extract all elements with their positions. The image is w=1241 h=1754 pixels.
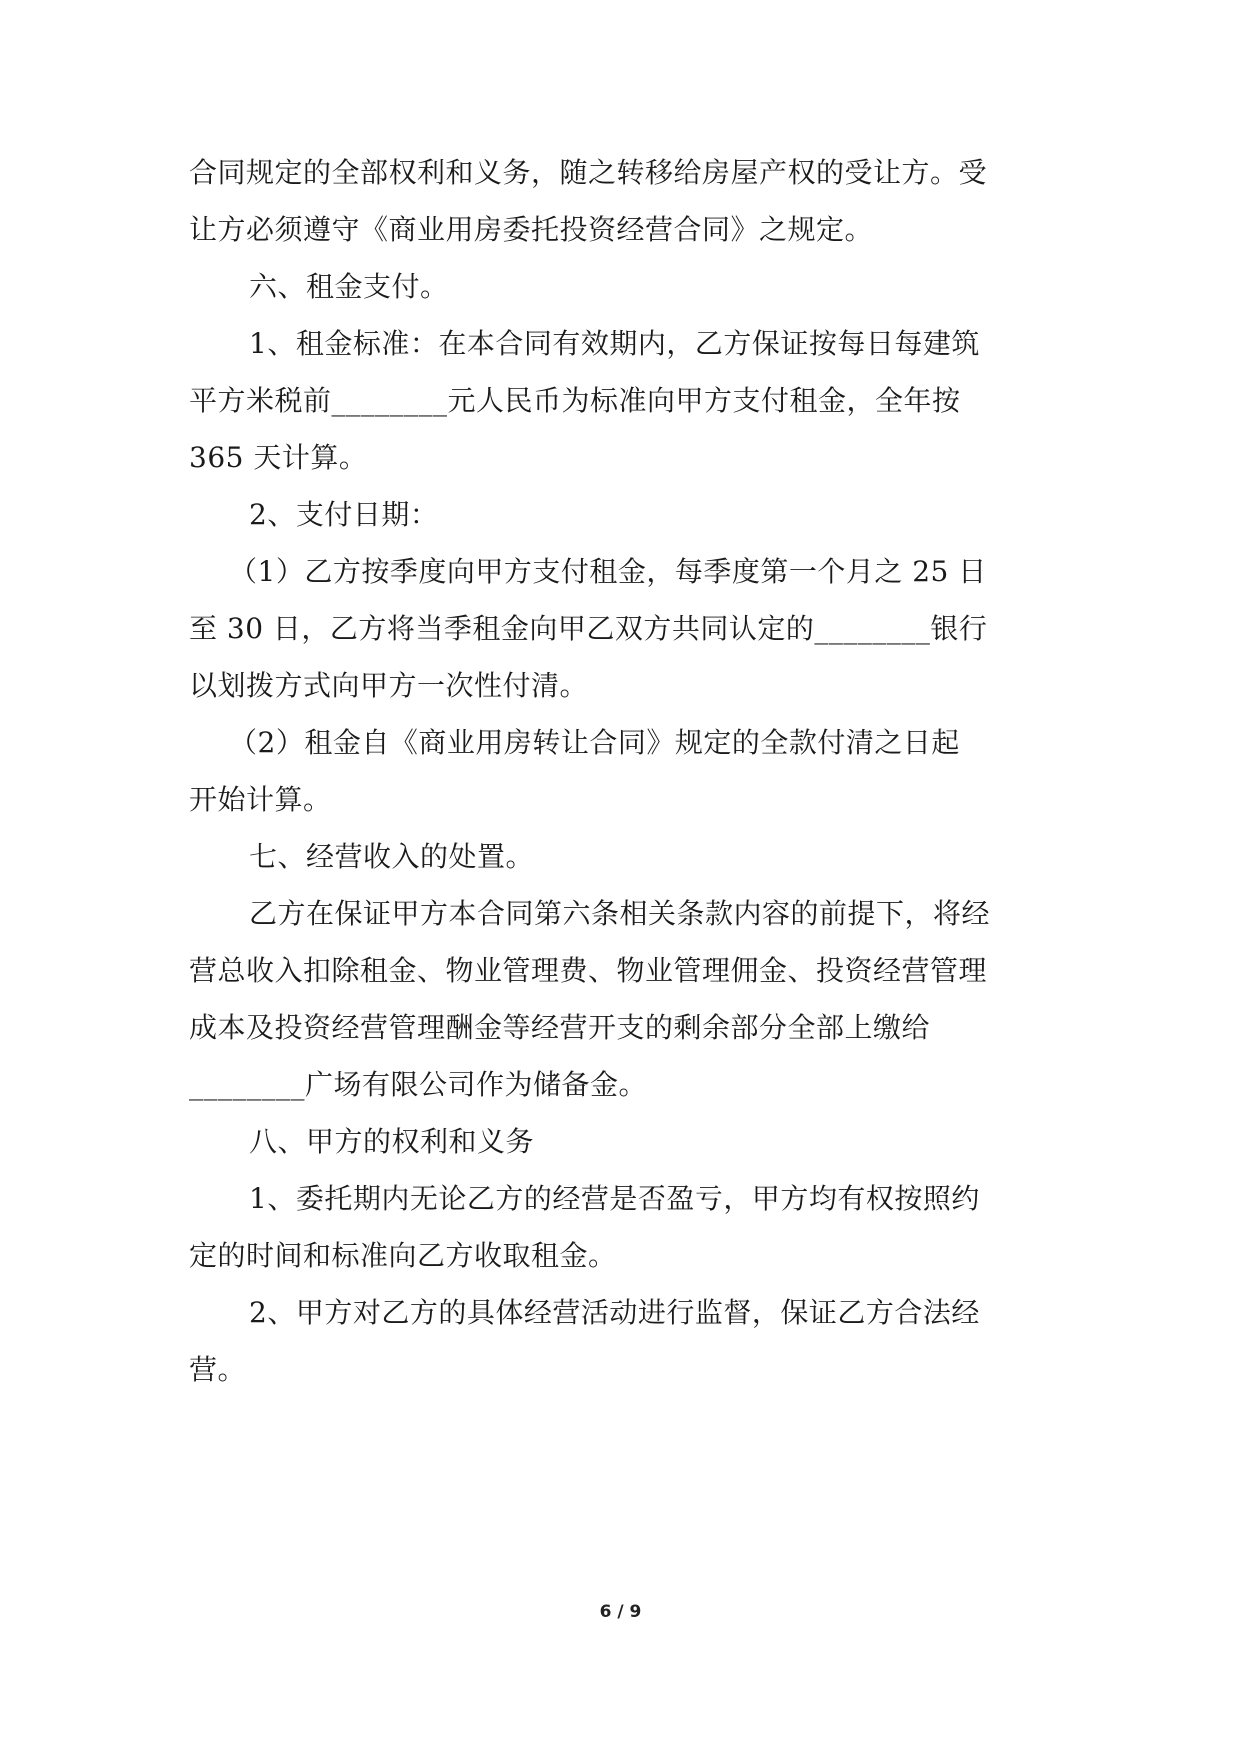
text-line: 营。 — [189, 1353, 247, 1386]
text-line: ________广场有限公司作为储备金。 — [189, 1068, 648, 1101]
section-heading: 八、甲方的权利和义务 — [249, 1125, 535, 1158]
section-heading: 七、经营收入的处置。 — [249, 840, 535, 873]
text-line: 合同规定的全部权利和义务，随之转移给房屋产权的受让方。受 — [189, 156, 988, 189]
text-line: 365 天计算。 — [189, 441, 368, 474]
text-line: 让方必须遵守《商业用房委托投资经营合同》之规定。 — [189, 213, 874, 246]
text-line: 定的时间和标准向乙方收取租金。 — [189, 1239, 617, 1272]
section-heading: 六、租金支付。 — [249, 270, 449, 303]
text-line: 营总收入扣除租金、物业管理费、物业管理佣金、投资经营管理 — [189, 954, 988, 987]
text-line: 至 30 日，乙方将当季租金向甲乙双方共同认定的________银行 — [189, 612, 988, 645]
text-line: 2、支付日期： — [249, 498, 439, 531]
text-line: 2、甲方对乙方的具体经营活动进行监督，保证乙方合法经 — [249, 1296, 980, 1329]
page-number: 6 / 9 — [599, 1602, 642, 1622]
text-line: 乙方在保证甲方本合同第六条相关条款内容的前提下，将经 — [249, 897, 991, 930]
text-line: 1、委托期内无论乙方的经营是否盈亏，甲方均有权按照约 — [249, 1182, 980, 1215]
text-line: 1、租金标准：在本合同有效期内，乙方保证按每日每建筑 — [249, 327, 980, 360]
text-line: 以划拨方式向甲方一次性付清。 — [189, 669, 589, 702]
text-line: 开始计算。 — [189, 783, 332, 816]
text-line: 平方米税前________元人民币为标准向甲方支付租金，全年按 — [189, 384, 961, 417]
text-line: （1）乙方按季度向甲方支付租金，每季度第一个月之 25 日 — [229, 555, 987, 588]
text-line: （2）租金自《商业用房转让合同》规定的全款付清之日起 — [229, 726, 960, 759]
text-line: 成本及投资经营管理酬金等经营开支的剩余部分全部上缴给 — [189, 1011, 931, 1044]
